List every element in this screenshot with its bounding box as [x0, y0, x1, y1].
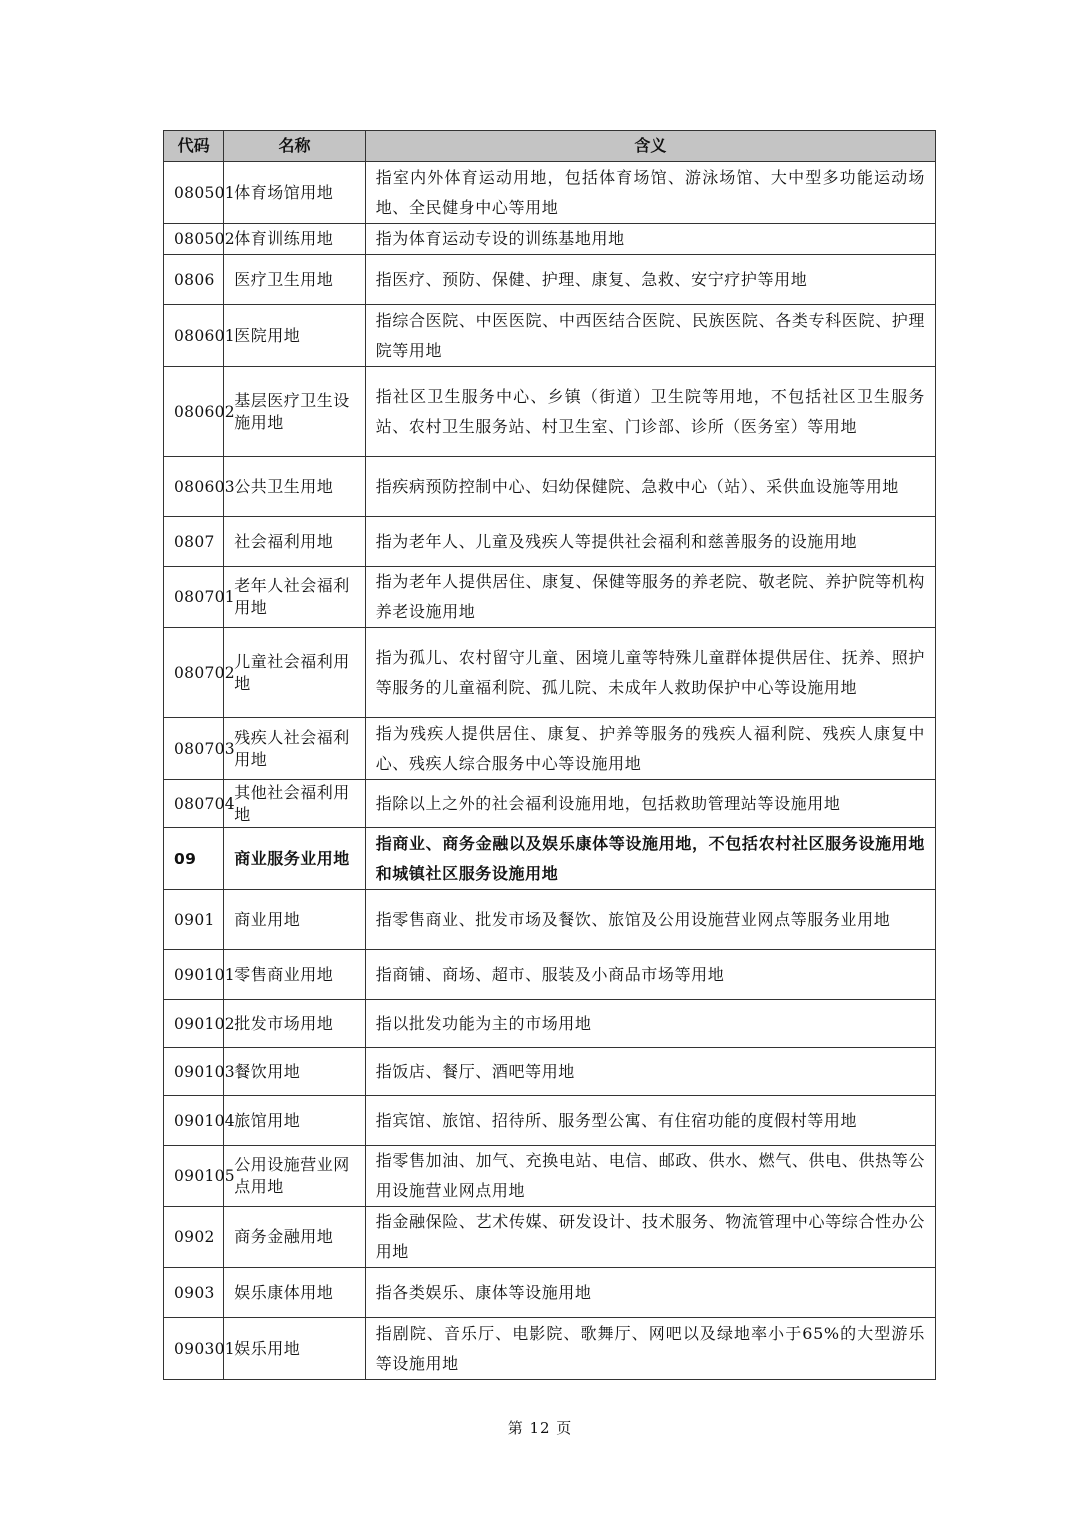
- row-name: 零售商业用地: [224, 950, 366, 1000]
- table-row: [164, 780, 936, 828]
- row-name: 商业服务业用地: [224, 828, 366, 890]
- row-meaning: 指金融保险、艺术传媒、研发设计、技术服务、物流管理中心等综合性办公用地: [365, 1207, 935, 1268]
- row-code: 0807: [164, 517, 224, 567]
- row-code: 09: [164, 828, 224, 890]
- table-row: [164, 950, 936, 1000]
- row-name: 医疗卫生用地: [224, 255, 366, 305]
- row-name: 体育场馆用地: [224, 162, 366, 224]
- row-name: 社会福利用地: [224, 517, 366, 567]
- table-row: [164, 305, 936, 367]
- table-row: [164, 1096, 936, 1146]
- row-name: 医院用地: [224, 305, 366, 367]
- row-name: 餐饮用地: [224, 1048, 366, 1096]
- table-row: [164, 628, 936, 718]
- row-code: 080703: [164, 718, 224, 780]
- row-name: 旅馆用地: [224, 1096, 366, 1146]
- row-code: 090105: [164, 1146, 224, 1207]
- row-code: 080704: [164, 780, 224, 828]
- row-name: 公共卫生用地: [224, 457, 366, 517]
- row-name: 娱乐康体用地: [224, 1268, 366, 1318]
- table-body: [164, 162, 936, 1380]
- row-name: 商业用地: [224, 890, 366, 950]
- header-meaning: 含义: [365, 131, 935, 162]
- table-row: [164, 457, 936, 517]
- row-name: 体育训练用地: [224, 224, 366, 255]
- row-code: 080502: [164, 224, 224, 255]
- row-meaning: 指综合医院、中医医院、中西医结合医院、民族医院、各类专科医院、护理院等用地: [365, 305, 935, 367]
- row-meaning: 指零售加油、加气、充换电站、电信、邮政、供水、燃气、供电、供热等公用设施营业网点用地: [365, 1146, 935, 1207]
- header-row: [164, 131, 936, 162]
- row-meaning: 指医疗、预防、保健、护理、康复、急救、安宁疗护等用地: [365, 255, 935, 305]
- row-meaning: 指饭店、餐厅、酒吧等用地: [365, 1048, 935, 1096]
- table-row: [164, 567, 936, 628]
- table-row: [164, 828, 936, 890]
- row-name: 商务金融用地: [224, 1207, 366, 1268]
- row-code: 090102: [164, 1000, 224, 1048]
- row-code: 080602: [164, 367, 224, 457]
- row-name: 其他社会福利用地: [224, 780, 366, 828]
- row-name: 残疾人社会福利用地: [224, 718, 366, 780]
- row-meaning: 指商业、商务金融以及娱乐康体等设施用地，不包括农村社区服务设施用地和城镇社区服务设施用地: [365, 828, 935, 890]
- row-code: 080702: [164, 628, 224, 718]
- row-meaning: 指室内外体育运动用地，包括体育场馆、游泳场馆、大中型多功能运动场地、全民健身中心等用地: [365, 162, 935, 224]
- row-meaning: 指零售商业、批发市场及餐饮、旅馆及公用设施营业网点等服务业用地: [365, 890, 935, 950]
- row-meaning: 指为残疾人提供居住、康复、护养等服务的残疾人福利院、残疾人康复中心、残疾人综合服务中心等设施用地: [365, 718, 935, 780]
- row-code: 0901: [164, 890, 224, 950]
- row-meaning: 指为老年人提供居住、康复、保健等服务的养老院、敬老院、养护院等机构养老设施用地: [365, 567, 935, 628]
- header-name: 名称: [224, 131, 366, 162]
- table-row: [164, 718, 936, 780]
- row-meaning: 指疾病预防控制中心、妇幼保健院、急救中心（站）、采供血设施等用地: [365, 457, 935, 517]
- page-number: 第 12 页: [507, 1419, 573, 1437]
- row-code: 0903: [164, 1268, 224, 1318]
- row-meaning: 指为体育运动专设的训练基地用地: [365, 224, 935, 255]
- row-name: 基层医疗卫生设施用地: [224, 367, 366, 457]
- row-meaning: 指商铺、商场、超市、服装及小商品市场等用地: [365, 950, 935, 1000]
- row-name: 儿童社会福利用地: [224, 628, 366, 718]
- row-name: 娱乐用地: [224, 1318, 366, 1380]
- row-code: 080501: [164, 162, 224, 224]
- row-meaning: 指各类娱乐、康体等设施用地: [365, 1268, 935, 1318]
- table-row: [164, 1268, 936, 1318]
- table-row: [164, 890, 936, 950]
- table-row: [164, 517, 936, 567]
- row-code: 090104: [164, 1096, 224, 1146]
- row-code: 0806: [164, 255, 224, 305]
- row-meaning: 指社区卫生服务中心、乡镇（街道）卫生院等用地，不包括社区卫生服务站、农村卫生服务站、村卫生室、门诊部、诊所（医务室）等用地: [365, 367, 935, 457]
- table-row: [164, 224, 936, 255]
- row-code: 090103: [164, 1048, 224, 1096]
- row-meaning: 指为老年人、儿童及残疾人等提供社会福利和慈善服务的设施用地: [365, 517, 935, 567]
- row-code: 090101: [164, 950, 224, 1000]
- row-meaning: 指剧院、音乐厅、电影院、歌舞厅、网吧以及绿地率小于65%的大型游乐等设施用地: [365, 1318, 935, 1380]
- table-row: [164, 255, 936, 305]
- table-row: [164, 1048, 936, 1096]
- table-row: [164, 1146, 936, 1207]
- row-meaning: 指宾馆、旅馆、招待所、服务型公寓、有住宿功能的度假村等用地: [365, 1096, 935, 1146]
- row-code: 090301: [164, 1318, 224, 1380]
- row-code: 080603: [164, 457, 224, 517]
- row-meaning: 指为孤儿、农村留守儿童、困境儿童等特殊儿童群体提供居住、抚养、照护等服务的儿童福利院、孤儿院、未成年人救助保护中心等设施用地: [365, 628, 935, 718]
- row-name: 老年人社会福利用地: [224, 567, 366, 628]
- row-code: 080701: [164, 567, 224, 628]
- land-use-table: [163, 130, 936, 1380]
- row-code: 080601: [164, 305, 224, 367]
- row-meaning: 指除以上之外的社会福利设施用地，包括救助管理站等设施用地: [365, 780, 935, 828]
- table-row: [164, 1207, 936, 1268]
- row-meaning: 指以批发功能为主的市场用地: [365, 1000, 935, 1048]
- row-name: 批发市场用地: [224, 1000, 366, 1048]
- table-row: [164, 1000, 936, 1048]
- table-row: [164, 367, 936, 457]
- row-name: 公用设施营业网点用地: [224, 1146, 366, 1207]
- table-row: [164, 162, 936, 224]
- row-code: 0902: [164, 1207, 224, 1268]
- header-code: 代码: [164, 131, 224, 162]
- table-row: [164, 1318, 936, 1380]
